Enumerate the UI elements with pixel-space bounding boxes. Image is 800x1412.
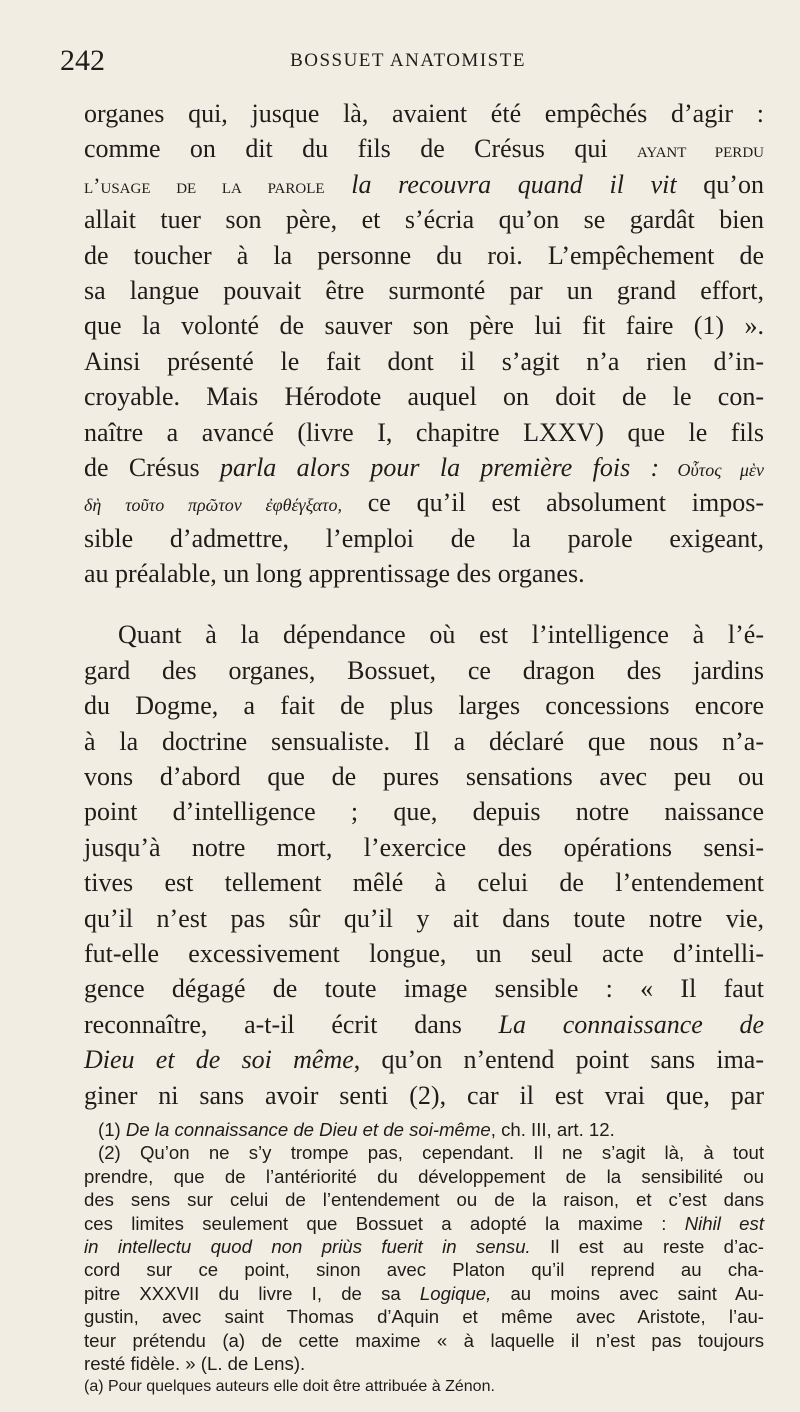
text-line: Quant à la dépendance où est l’intelligence à l’é-	[118, 620, 764, 650]
footnotes	[84, 1118, 764, 1399]
text-line: sible d’admettre, l’emploi de la parole exigeant,	[84, 523, 764, 553]
text-line: sa langue pouvait être surmonté par un grand effort,	[84, 275, 764, 305]
paragraph-gap	[84, 591, 764, 617]
footnote-2-line: in intellectu quod non priùs fuerit in sensu. Il est au reste d’ac-	[84, 1235, 764, 1257]
text-line: que la volonté de sauver son père lui fit faire (1) ».	[84, 311, 764, 341]
running-head: BOSSUET ANATOMISTE	[290, 50, 526, 71]
footnote-2-line: ces limites seulement que Bossuet a adopté la maxime : Nihil est	[84, 1212, 764, 1234]
footnote-2-line: des sens sur celui de l’entendement ou de la raison, et c’est dans	[84, 1189, 764, 1211]
footnote-2-line: gustin, avec saint Thomas d’Aquin et même avec Aristote, l’au-	[84, 1306, 764, 1328]
page-header	[58, 44, 758, 84]
text-line: du Dogme, a fait de plus larges concessions encore	[84, 691, 764, 721]
text-line: fut-elle excessivement longue, un seul acte d’intelli-	[84, 938, 764, 968]
text-line: gence dégagé de toute image sensible : « Il faut	[84, 974, 764, 1004]
footnote-2-line: (2) Qu’on ne s’y trompe pas, cependant. Il ne s’agit là, à tout	[98, 1142, 764, 1164]
text-line: à la doctrine sensualiste. Il a déclaré que nous n’a-	[84, 726, 764, 756]
text-line: de Crésus parla alors pour la première fois : Οὗτος μὲν	[84, 452, 764, 482]
footnote-1: (1) De la connaissance de Dieu et de soi-même, ch. III, art. 12.	[98, 1119, 615, 1140]
text-line: organes qui, jusque là, avaient été empêchés d’agir :	[84, 99, 764, 128]
text-line: reconnaître, a-t-il écrit dans La connaissance de	[84, 1009, 764, 1039]
text-line: δὴ τοῦτο πρῶτον ἐφθέγξατο, ce qu’il est absolument impos-	[84, 488, 764, 518]
footnote-2-line: pitre XXXVII du livre I, de sa Logique, au moins avec saint Au-	[84, 1282, 764, 1304]
footnote-2-line: teur prétendu (a) de cette maxime « à laquelle il n’est pas toujours	[84, 1329, 764, 1351]
main-text	[84, 96, 764, 1113]
text-line: allait tuer son père, et s’écria qu’on se gardât bien	[84, 205, 764, 235]
text-line: point d’intelligence ; que, depuis notre naissance	[84, 797, 764, 827]
footnote-2-line: resté fidèle. » (L. de Lens).	[84, 1352, 306, 1374]
text-line: jusqu’à notre mort, l’exercice des opérations sensi-	[84, 832, 764, 862]
text-line: comme on dit du fils de Crésus qui ayant perdu	[84, 134, 764, 164]
text-line: gard des organes, Bossuet, ce dragon des jardins	[84, 655, 764, 685]
text-line: l’usage de la parole la recouvra quand il vit qu’on	[84, 169, 764, 199]
text-line: tives est tellement mêlé à celui de l’entendement	[84, 868, 764, 898]
text-line: au préalable, un long apprentissage des organes.	[84, 559, 585, 589]
text-line: vons d’abord que de pures sensations avec peu ou	[84, 762, 764, 792]
footnote-2-line: cord sur ce point, sinon avec Platon qu’il reprend au cha-	[84, 1259, 764, 1281]
page-number: 242	[60, 44, 105, 77]
text-line: de toucher à la personne du roi. L’empêchement de	[84, 240, 764, 270]
footnote-2-line: prendre, que de l’antériorité du développement de la sensibilité ou	[84, 1165, 764, 1187]
text-line: Dieu et de soi même, qu’on n’entend point sans ima-	[84, 1045, 764, 1075]
text-line: Ainsi présenté le fait dont il s’agit n’a rien d’in-	[84, 346, 764, 376]
text-line: naître a avancé (livre I, chapitre LXXV) que le fils	[84, 417, 764, 447]
text-line: giner ni sans avoir senti (2), car il est vrai que, par	[84, 1080, 764, 1110]
text-line: qu’il n’est pas sûr qu’il y ait dans toute notre vie,	[84, 903, 764, 933]
text-line: croyable. Mais Hérodote auquel on doit de le con-	[84, 382, 764, 412]
footnote-a: (a) Pour quelques auteurs elle doit être attribuée à Zénon.	[84, 1378, 495, 1396]
